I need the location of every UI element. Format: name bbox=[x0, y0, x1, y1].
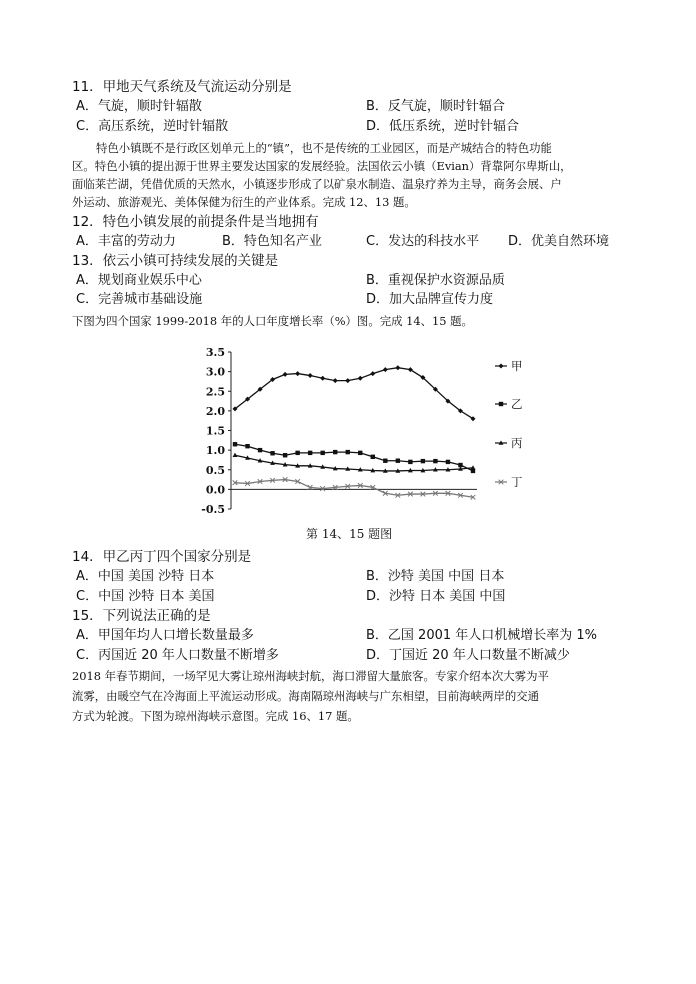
series-line-乙 bbox=[235, 444, 473, 471]
q12-option-c: C．发达的科技水平 bbox=[366, 234, 480, 249]
data-point-乙 bbox=[270, 451, 274, 455]
y-tick-label: -0.5 bbox=[201, 503, 225, 516]
data-point-乙 bbox=[233, 442, 237, 446]
passage1-line-2: 区。特色小镇的提出源于世界主要发达国家的发展经验。法国依云小镇（Evian）背靠阿尔卑斯山， bbox=[72, 159, 572, 173]
legend-label-丁: 丁 bbox=[511, 475, 523, 489]
q14-option-a: A．中国 美国 沙特 日本 bbox=[76, 569, 215, 584]
q13-option-a: A．规划商业娱乐中心 bbox=[76, 273, 202, 288]
data-point-甲 bbox=[370, 371, 375, 376]
q15-option-d: D．丁国近 20 年人口数量不断减少 bbox=[366, 648, 570, 663]
passage2-line-2: 流雾，由暖空气在冷海面上平流运动形成。海南隔琼州海峡与广东相望，目前海峡两岸的交通 bbox=[72, 689, 540, 703]
q14-stem: 14．甲乙丙丁四个国家分别是 bbox=[72, 549, 252, 565]
legend-label-丙: 丙 bbox=[511, 436, 523, 450]
q13-stem: 13．依云小镇可持续发展的关键是 bbox=[72, 253, 279, 269]
q15-stem: 15．下列说法正确的是 bbox=[72, 608, 211, 624]
q11-option-b: B．反气旋，顺时针辐合 bbox=[366, 99, 505, 114]
data-point-乙 bbox=[308, 451, 312, 455]
y-tick-label: 2.0 bbox=[205, 404, 225, 418]
y-tick-label: 1.0 bbox=[205, 444, 225, 458]
data-point-乙 bbox=[283, 453, 287, 457]
q11-option-c: C．高压系统，逆时针辐散 bbox=[76, 119, 229, 134]
q14-option-d: D．沙特 日本 美国 中国 bbox=[366, 589, 506, 604]
data-point-甲 bbox=[295, 371, 300, 376]
data-point-甲 bbox=[345, 378, 350, 383]
data-point-甲 bbox=[320, 376, 325, 381]
data-point-乙 bbox=[446, 460, 450, 464]
data-point-乙 bbox=[245, 444, 249, 448]
y-tick-label: 0.0 bbox=[205, 483, 225, 497]
q12-stem: 12．特色小镇发展的前提条件是当地拥有 bbox=[72, 214, 319, 230]
legend-marker-乙 bbox=[499, 402, 503, 406]
y-tick-label: 3.5 bbox=[205, 346, 225, 359]
y-tick-label: 2.5 bbox=[205, 385, 225, 399]
data-point-乙 bbox=[358, 451, 362, 455]
q11-option-a: A．气旋，顺时针辐散 bbox=[76, 99, 202, 114]
data-point-乙 bbox=[346, 450, 350, 454]
data-point-甲 bbox=[283, 372, 288, 377]
y-tick-label: 1.5 bbox=[205, 424, 225, 438]
legend-label-甲: 甲 bbox=[511, 359, 523, 373]
q14-option-b: B．沙特 美国 中国 日本 bbox=[366, 569, 505, 584]
chart-caption: 第 14、15 题图 bbox=[306, 527, 393, 541]
passage1-line-3: 面临莱芒湖，凭借优质的天然水，小镇逐步形成了以矿泉水制造、温泉疗养为主导，商务会展、户 bbox=[72, 177, 562, 191]
data-point-乙 bbox=[433, 459, 437, 463]
data-point-甲 bbox=[383, 367, 388, 372]
q13-option-b: B．重视保护水资源品质 bbox=[366, 273, 505, 288]
legend-label-乙: 乙 bbox=[511, 397, 523, 411]
q15-option-b: B．乙国 2001 年人口机械增长率为 1% bbox=[366, 628, 598, 643]
y-tick-label: 0.5 bbox=[205, 463, 225, 477]
data-point-甲 bbox=[395, 365, 400, 370]
series-line-甲 bbox=[235, 368, 473, 419]
data-point-乙 bbox=[320, 451, 324, 455]
passage2-line-3: 方式为轮渡。下图为琼州海峡示意图。完成 16、17 题。 bbox=[72, 709, 359, 723]
q12-option-d: D．优美自然环境 bbox=[508, 234, 610, 249]
q13-option-c: C．完善城市基础设施 bbox=[76, 292, 203, 307]
data-point-乙 bbox=[421, 459, 425, 463]
q15-option-a: A．甲国年均人口增长数量最多 bbox=[76, 628, 254, 643]
chart-intro: 下图为四个国家 1999-2018 年的人口年度增长率（%）图。完成 14、15 题。 bbox=[72, 314, 473, 328]
data-point-乙 bbox=[258, 448, 262, 452]
q15-option-c: C．丙国近 20 年人口数量不断增多 bbox=[76, 648, 279, 663]
data-point-乙 bbox=[408, 460, 412, 464]
data-point-乙 bbox=[295, 451, 299, 455]
q14-option-c: C．中国 沙特 日本 美国 bbox=[76, 589, 215, 604]
passage1-line-1: 特色小镇既不是行政区划单元上的“镇”，也不是传统的工业园区，而是产城结合的特色功能 bbox=[96, 141, 552, 155]
y-tick-label: 3.0 bbox=[205, 365, 225, 379]
q11-option-d: D．低压系统，逆时针辐合 bbox=[366, 119, 520, 134]
legend-marker-甲 bbox=[499, 364, 504, 369]
data-point-甲 bbox=[308, 373, 313, 378]
q12-option-b: B．特色知名产业 bbox=[222, 234, 322, 249]
q13-option-d: D．加大品牌宣传力度 bbox=[366, 292, 494, 307]
data-point-甲 bbox=[333, 378, 338, 383]
population-growth-chart bbox=[195, 342, 535, 518]
data-point-乙 bbox=[383, 459, 387, 463]
q11-stem: 11．甲地天气系统及气流运动分别是 bbox=[72, 79, 292, 95]
data-point-丙 bbox=[233, 453, 238, 457]
data-point-乙 bbox=[333, 450, 337, 454]
data-point-乙 bbox=[371, 455, 375, 459]
passage1-line-4: 外运动、旅游观光、美体保健为衍生的产业体系。完成 12、13 题。 bbox=[72, 195, 416, 209]
data-point-乙 bbox=[396, 459, 400, 463]
data-point-甲 bbox=[358, 376, 363, 381]
passage2-line-1: 2018 年春节期间，一场罕见大雾让琼州海峡封航，海口滞留大量旅客。专家介绍本次大雾为平 bbox=[72, 669, 549, 683]
q12-option-a: A．丰富的劳动力 bbox=[76, 234, 176, 249]
